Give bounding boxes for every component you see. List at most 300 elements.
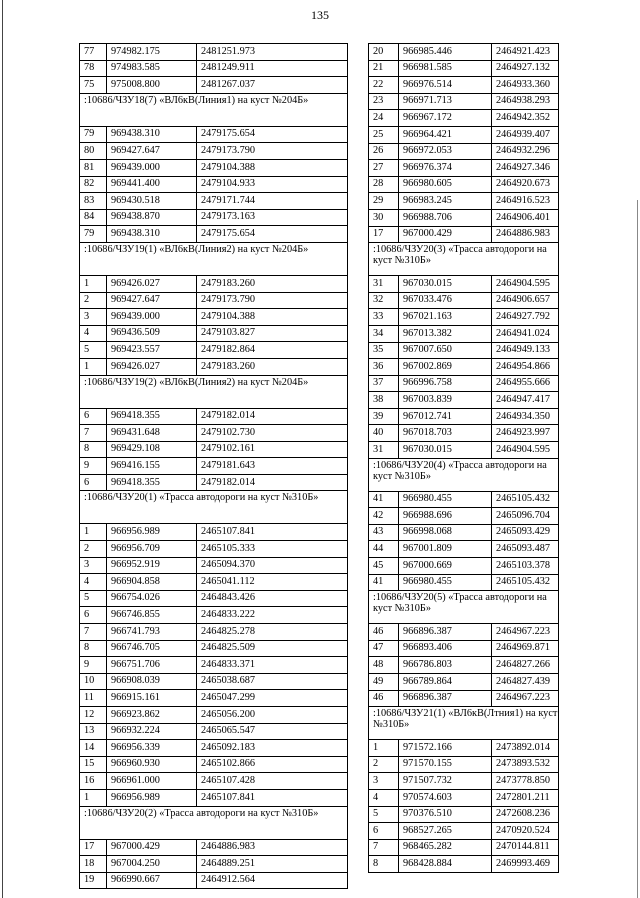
y-coordinate: 2464927.346 [492,160,559,177]
coordinates-table-right [368,43,559,873]
x-coordinate: 966998.068 [399,524,492,541]
x-coordinate: 969441.400 [107,176,197,193]
coordinate-row [80,408,348,425]
point-number: 28 [369,176,399,193]
coordinate-row [369,740,559,757]
point-number: 1 [80,789,107,806]
point-number: 6 [80,474,107,491]
y-coordinate: 2464932.296 [492,143,559,160]
coordinate-row [369,209,559,226]
y-coordinate: 2479182.864 [197,342,348,359]
section-title: :10686/ЧЗУ20(3) «Трасса автодороги на куст №310Б» [369,243,559,276]
coordinate-row [369,292,559,309]
coordinate-row [80,872,348,889]
y-coordinate: 2464916.523 [492,193,559,210]
coordinate-row [80,789,348,806]
y-coordinate: 2479183.260 [197,275,348,292]
point-number: 3 [369,773,399,790]
point-number: 19 [80,872,107,889]
y-coordinate: 2464938.293 [492,93,559,110]
coordinate-row [369,342,559,359]
coordinate-row [80,342,348,359]
point-number: 7 [369,839,399,856]
point-number: 25 [369,126,399,143]
section-header-row [369,458,559,491]
coordinate-row [369,276,559,293]
x-coordinate: 966956.989 [107,524,197,541]
x-coordinate: 966961.000 [107,773,197,790]
x-coordinate: 966988.696 [399,508,492,525]
x-coordinate: 967030.015 [399,442,492,459]
y-coordinate: 2481251.973 [197,44,348,61]
coordinate-row [80,126,348,143]
point-number: 1 [369,740,399,757]
x-coordinate: 966789.864 [399,674,492,691]
coordinate-row [369,325,559,342]
y-coordinate: 2465107.841 [197,789,348,806]
y-coordinate: 2472801.211 [492,789,559,806]
y-coordinate: 2479102.161 [197,441,348,458]
x-coordinate: 966896.387 [399,690,492,707]
section-header-row [80,375,348,408]
point-number: 82 [80,176,107,193]
y-coordinate: 2464833.222 [197,607,348,624]
y-coordinate: 2465047.299 [197,690,348,707]
x-coordinate: 969439.000 [107,159,197,176]
point-number: 45 [369,558,399,575]
point-number: 47 [369,640,399,657]
y-coordinate: 2479175.654 [197,126,348,143]
coordinate-row [369,93,559,110]
x-coordinate: 966915.161 [107,690,197,707]
point-number: 34 [369,325,399,342]
point-number: 44 [369,541,399,558]
y-coordinate: 2465094.370 [197,557,348,574]
section-title: :10686/ЧЗУ20(5) «Трасса автодороги на куст №310Б» [369,591,559,624]
x-coordinate: 969439.000 [107,309,197,326]
coordinate-row [80,474,348,491]
y-coordinate: 2464827.266 [492,657,559,674]
section-title: :10686/ЧЗУ18(7) «ВЛ6кВ(Линия1) на куст №204Б» [80,93,348,126]
scan-edge-right [637,200,638,898]
point-number: 4 [80,325,107,342]
point-number: 49 [369,674,399,691]
y-coordinate: 2465105.432 [492,491,559,508]
coordinate-row [369,624,559,641]
coordinate-row [369,44,559,61]
x-coordinate: 966754.026 [107,590,197,607]
y-coordinate: 2479102.730 [197,425,348,442]
point-number: 20 [369,44,399,61]
coordinate-row [80,657,348,674]
section-title: :10686/ЧЗУ20(2) «Трасса автодороги на куст №310Б» [80,806,348,839]
x-coordinate: 969438.870 [107,209,197,226]
coordinate-row [369,375,559,392]
x-coordinate: 966972.053 [399,143,492,160]
x-coordinate: 966983.245 [399,193,492,210]
coordinate-row [369,640,559,657]
section-title: :10686/ЧЗУ21(1) «ВЛ6кВ(Лтния1) на куст №310Б» [369,707,559,740]
coordinate-row [80,607,348,624]
coordinate-row [369,806,559,823]
point-number: 1 [80,524,107,541]
x-coordinate: 969429.108 [107,441,197,458]
point-number: 8 [369,856,399,873]
y-coordinate: 2465102.866 [197,756,348,773]
point-number: 6 [369,823,399,840]
x-coordinate: 966923.862 [107,707,197,724]
coordinate-row [80,309,348,326]
y-coordinate: 2465041.112 [197,574,348,591]
coordinate-row [369,176,559,193]
x-coordinate: 966893.406 [399,640,492,657]
point-number: 7 [80,624,107,641]
coordinate-row [369,823,559,840]
x-coordinate: 970376.510 [399,806,492,823]
coordinate-row [80,723,348,740]
section-title: :10686/ЧЗУ20(4) «Трасса автодороги на куст №310Б» [369,458,559,491]
point-number: 4 [80,574,107,591]
point-number: 23 [369,93,399,110]
x-coordinate: 967002.869 [399,359,492,376]
coordinate-row [369,524,559,541]
y-coordinate: 2464833.371 [197,657,348,674]
x-coordinate: 969416.155 [107,458,197,475]
point-number: 24 [369,110,399,127]
point-number: 5 [80,342,107,359]
point-number: 3 [80,309,107,326]
point-number: 31 [369,442,399,459]
y-coordinate: 2479173.163 [197,209,348,226]
point-number: 30 [369,209,399,226]
y-coordinate: 2464921.423 [492,44,559,61]
x-coordinate: 967012.741 [399,408,492,425]
point-number: 36 [369,359,399,376]
point-number: 41 [369,574,399,591]
coordinate-row [80,707,348,724]
coordinate-row [369,392,559,409]
x-coordinate: 966952.919 [107,557,197,574]
point-number: 29 [369,193,399,210]
section-title: :10686/ЧЗУ19(2) «ВЛ6кВ(Линия2) на куст №204Б» [80,375,348,408]
point-number: 9 [80,458,107,475]
coordinate-row [80,292,348,309]
x-coordinate: 966746.705 [107,640,197,657]
y-coordinate: 2465105.333 [197,541,348,558]
y-coordinate: 2464923.997 [492,425,559,442]
point-number: 33 [369,309,399,326]
x-coordinate: 966981.585 [399,60,492,77]
point-number: 80 [80,143,107,160]
coordinate-row [369,442,559,459]
coordinate-row [80,690,348,707]
x-coordinate: 969427.647 [107,143,197,160]
coordinate-row [80,740,348,757]
coordinate-row [80,773,348,790]
x-coordinate: 966967.172 [399,110,492,127]
y-coordinate: 2479182.014 [197,474,348,491]
coordinate-row [80,209,348,226]
x-coordinate: 969426.027 [107,275,197,292]
x-coordinate: 966976.374 [399,160,492,177]
y-coordinate: 2465107.428 [197,773,348,790]
x-coordinate: 966741.793 [107,624,197,641]
x-coordinate: 966988.706 [399,209,492,226]
y-coordinate: 2481267.037 [197,77,348,94]
coordinate-row [369,359,559,376]
x-coordinate: 969418.355 [107,408,197,425]
scan-edge-left [2,0,3,898]
coordinate-row [369,60,559,77]
point-number: 26 [369,143,399,160]
point-number: 48 [369,657,399,674]
y-coordinate: 2464912.564 [197,872,348,889]
coordinate-row [80,839,348,856]
y-coordinate: 2465056.200 [197,707,348,724]
section-title: :10686/ЧЗУ20(1) «Трасса автодороги на куст №310Б» [80,491,348,524]
y-coordinate: 2481249.911 [197,60,348,77]
x-coordinate: 966964.421 [399,126,492,143]
y-coordinate: 2479183.260 [197,358,348,375]
y-coordinate: 2464920.673 [492,176,559,193]
point-number: 8 [80,441,107,458]
y-coordinate: 2464906.657 [492,292,559,309]
coordinate-row [80,275,348,292]
point-number: 22 [369,77,399,94]
coordinate-row [369,226,559,243]
y-coordinate: 2465103.378 [492,558,559,575]
coordinate-row [80,425,348,442]
x-coordinate: 969430.518 [107,193,197,210]
x-coordinate: 967013.382 [399,325,492,342]
x-coordinate: 968428.884 [399,856,492,873]
coordinate-row [369,408,559,425]
x-coordinate: 966985.446 [399,44,492,61]
coordinate-row [369,110,559,127]
x-coordinate: 967004.250 [107,856,197,873]
coordinate-row [369,160,559,177]
coordinate-row [80,441,348,458]
x-coordinate: 971572.166 [399,740,492,757]
y-coordinate: 2464941.024 [492,325,559,342]
y-coordinate: 2464955.666 [492,375,559,392]
coordinate-row [80,159,348,176]
coordinate-row [80,640,348,657]
x-coordinate: 966971.713 [399,93,492,110]
section-header-row [80,242,348,275]
y-coordinate: 2465038.687 [197,673,348,690]
coordinate-row [80,193,348,210]
point-number: 31 [369,276,399,293]
point-number: 46 [369,690,399,707]
y-coordinate: 2464889.251 [197,856,348,873]
x-coordinate: 967001.809 [399,541,492,558]
y-coordinate: 2464886.983 [492,226,559,243]
point-number: 32 [369,292,399,309]
x-coordinate: 967018.703 [399,425,492,442]
point-number: 8 [80,640,107,657]
section-header-row [369,591,559,624]
point-number: 21 [369,60,399,77]
y-coordinate: 2479182.014 [197,408,348,425]
y-coordinate: 2464969.871 [492,640,559,657]
coordinate-row [369,143,559,160]
y-coordinate: 2464939.407 [492,126,559,143]
y-coordinate: 2464933.360 [492,77,559,94]
y-coordinate: 2464886.983 [197,839,348,856]
y-coordinate: 2472608.236 [492,806,559,823]
x-coordinate: 967003.839 [399,392,492,409]
section-header-row [80,491,348,524]
coordinate-row [369,193,559,210]
point-number: 12 [80,707,107,724]
coordinate-row [369,309,559,326]
x-coordinate: 971570.155 [399,756,492,773]
coordinates-table-left [79,43,348,889]
coordinate-row [80,77,348,94]
y-coordinate: 2464949.133 [492,342,559,359]
y-coordinate: 2464825.278 [197,624,348,641]
x-coordinate: 969438.310 [107,126,197,143]
section-header-row [369,243,559,276]
x-coordinate: 969418.355 [107,474,197,491]
point-number: 17 [369,226,399,243]
coordinate-row [369,491,559,508]
x-coordinate: 967033.476 [399,292,492,309]
point-number: 43 [369,524,399,541]
coordinate-row [369,674,559,691]
y-coordinate: 2465092.183 [197,740,348,757]
section-header-row [369,707,559,740]
y-coordinate: 2464942.352 [492,110,559,127]
x-coordinate: 966996.758 [399,375,492,392]
x-coordinate: 966980.455 [399,491,492,508]
x-coordinate: 967030.015 [399,276,492,293]
point-number: 5 [80,590,107,607]
x-coordinate: 967000.429 [107,839,197,856]
x-coordinate: 969426.027 [107,358,197,375]
coordinate-row [369,541,559,558]
point-number: 5 [369,806,399,823]
coordinate-row [369,425,559,442]
coordinate-row [80,325,348,342]
x-coordinate: 966956.709 [107,541,197,558]
x-coordinate: 969427.647 [107,292,197,309]
x-coordinate: 970574.603 [399,789,492,806]
y-coordinate: 2470920.524 [492,823,559,840]
coordinate-row [80,44,348,61]
point-number: 39 [369,408,399,425]
x-coordinate: 968465.282 [399,839,492,856]
point-number: 40 [369,425,399,442]
point-number: 1 [80,358,107,375]
x-coordinate: 969431.648 [107,425,197,442]
y-coordinate: 2479104.933 [197,176,348,193]
point-number: 18 [80,856,107,873]
point-number: 77 [80,44,107,61]
x-coordinate: 967000.669 [399,558,492,575]
coordinate-row [80,673,348,690]
coordinate-row [80,590,348,607]
point-number: 35 [369,342,399,359]
point-number: 10 [80,673,107,690]
point-number: 42 [369,508,399,525]
page-number: 135 [311,8,329,22]
point-number: 78 [80,60,107,77]
x-coordinate: 966908.039 [107,673,197,690]
y-coordinate: 2464954.866 [492,359,559,376]
point-number: 13 [80,723,107,740]
point-number: 27 [369,160,399,177]
point-number: 46 [369,624,399,641]
coordinate-row [80,226,348,243]
x-coordinate: 966956.989 [107,789,197,806]
point-number: 9 [80,657,107,674]
x-coordinate: 967000.429 [399,226,492,243]
x-coordinate: 975008.800 [107,77,197,94]
coordinate-row [80,143,348,160]
x-coordinate: 971507.732 [399,773,492,790]
coordinate-row [80,541,348,558]
y-coordinate: 2470144.811 [492,839,559,856]
coordinate-row [80,574,348,591]
y-coordinate: 2465093.487 [492,541,559,558]
y-coordinate: 2479171.744 [197,193,348,210]
section-title: :10686/ЧЗУ19(1) «ВЛ6кВ(Линия2) на куст №204Б» [80,242,348,275]
coordinate-row [80,524,348,541]
x-coordinate: 966932.224 [107,723,197,740]
point-number: 1 [80,275,107,292]
y-coordinate: 2473892.014 [492,740,559,757]
x-coordinate: 966976.514 [399,77,492,94]
x-coordinate: 966746.855 [107,607,197,624]
point-number: 6 [80,607,107,624]
coordinate-row [369,856,559,873]
y-coordinate: 2464967.223 [492,690,559,707]
coordinate-row [80,358,348,375]
y-coordinate: 2465096.704 [492,508,559,525]
point-number: 83 [80,193,107,210]
x-coordinate: 966960.930 [107,756,197,773]
y-coordinate: 2465105.432 [492,574,559,591]
y-coordinate: 2465107.841 [197,524,348,541]
y-coordinate: 2479104.388 [197,159,348,176]
x-coordinate: 966751.706 [107,657,197,674]
coordinate-row [80,458,348,475]
x-coordinate: 968527.265 [399,823,492,840]
coordinate-row [369,126,559,143]
coordinate-row [80,557,348,574]
coordinate-row [369,558,559,575]
y-coordinate: 2464906.401 [492,209,559,226]
y-coordinate: 2479104.388 [197,309,348,326]
x-coordinate: 969438.310 [107,226,197,243]
y-coordinate: 2479173.790 [197,292,348,309]
y-coordinate: 2464904.595 [492,442,559,459]
point-number: 2 [80,541,107,558]
y-coordinate: 2464843.426 [197,590,348,607]
point-number: 41 [369,491,399,508]
x-coordinate: 969423.557 [107,342,197,359]
point-number: 17 [80,839,107,856]
coordinate-row [80,624,348,641]
coordinate-row [369,756,559,773]
y-coordinate: 2473778.850 [492,773,559,790]
point-number: 16 [80,773,107,790]
point-number: 3 [80,557,107,574]
coordinate-row [80,856,348,873]
x-coordinate: 966980.455 [399,574,492,591]
